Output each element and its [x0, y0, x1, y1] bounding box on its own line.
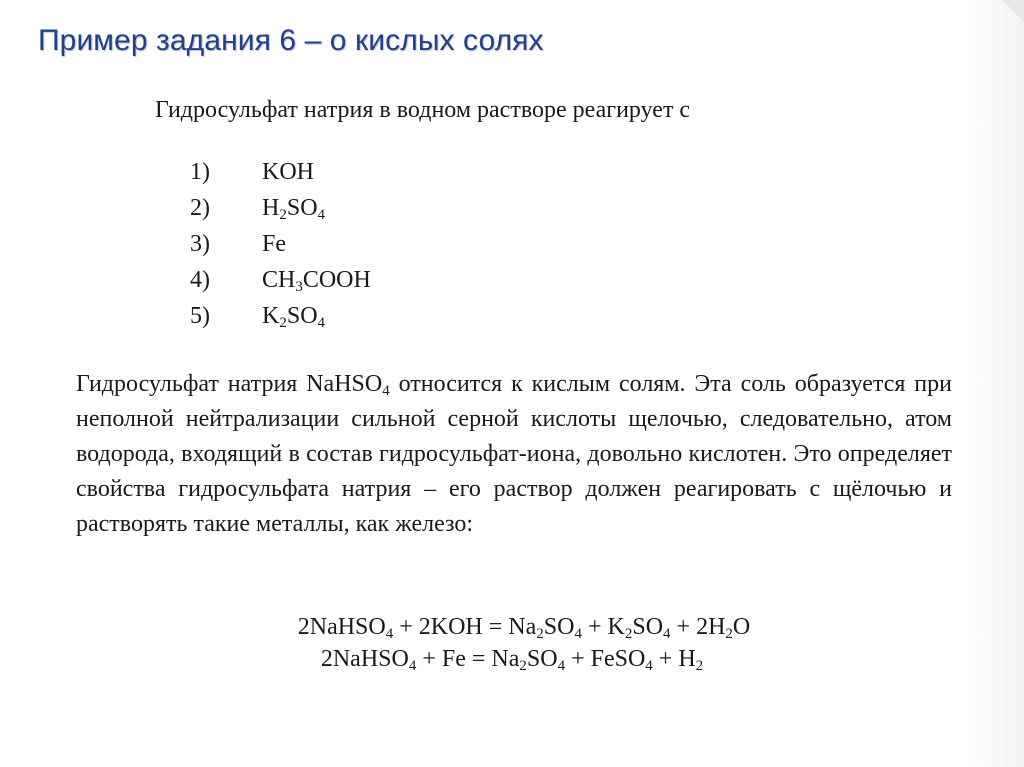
formula-text: SO — [543, 614, 575, 640]
formula-text: Гидросульфат натрия NaHSO — [76, 371, 383, 397]
formula-text: + Fe = Na — [416, 646, 520, 672]
formula-text: K — [262, 303, 280, 329]
subscript: 4 — [385, 626, 394, 642]
option-formula — [262, 154, 314, 190]
option-3 — [190, 226, 371, 262]
question-text: Гидросульфат натрия в водном растворе реагирует с — [155, 97, 691, 123]
formula-text: + 2KOH = Na — [393, 614, 537, 640]
subscript: 2 — [536, 626, 544, 642]
formula-text: Fe — [262, 231, 286, 257]
option-formula — [262, 226, 286, 262]
option-1 — [190, 154, 371, 190]
subscript: 4 — [382, 383, 390, 399]
formula-text: SO — [286, 303, 318, 329]
subscript: 2 — [279, 207, 287, 223]
formula-text: KOH — [262, 159, 314, 185]
subscript: 4 — [574, 626, 582, 642]
equation-koh — [24, 611, 1024, 643]
option-formula — [262, 262, 371, 298]
formula-text: относится к кислым солям. Эта соль образуется при неполной нейтрализации сильной серной кислоты щелочью, следовательно, атом водорода, входящий в состав гидросульфат-иона, довольно кислотен. Это определяет свойства гидросульфата натрия – его раствор должен реагировать с щёлочью и растворять такие металлы, как железо: — [76, 371, 952, 537]
option-formula — [262, 298, 325, 334]
formula-text: + 2H — [670, 614, 726, 640]
option-number: 2) — [190, 195, 210, 221]
explanation-paragraph — [76, 367, 952, 542]
subscript: 4 — [317, 207, 326, 223]
formula-text: SO — [526, 646, 558, 672]
subscript: 3 — [295, 279, 303, 295]
formula-text: H — [262, 195, 280, 221]
subscript: 4 — [408, 658, 417, 674]
option-4 — [190, 262, 371, 298]
option-2 — [190, 190, 371, 226]
subscript: 2 — [695, 658, 704, 674]
formula-text: SO — [286, 195, 318, 221]
formula-text: O — [732, 614, 751, 640]
formula-text: + FeSO — [565, 646, 646, 672]
answer-options — [190, 154, 371, 334]
subscript: 2 — [279, 315, 287, 331]
option-number: 4) — [190, 267, 210, 293]
subscript: 2 — [624, 626, 633, 642]
formula-text: CH — [262, 267, 296, 293]
subscript: 4 — [317, 315, 326, 331]
option-number: 3) — [190, 231, 210, 257]
subscript: 2 — [519, 658, 527, 674]
page-corner — [1002, 0, 1024, 22]
subscript: 2 — [725, 626, 733, 642]
formula-text: 2NaHSO — [297, 614, 386, 640]
option-formula — [262, 190, 325, 226]
option-number: 1) — [190, 159, 210, 185]
subscript: 4 — [645, 658, 653, 674]
subscript: 4 — [663, 626, 671, 642]
equation-fe — [0, 643, 1024, 675]
subscript: 4 — [557, 658, 566, 674]
slide-title: Пример задания 6 – о кислых солях — [38, 24, 544, 57]
reaction-equations — [0, 611, 1024, 675]
formula-text: 2NaHSO — [320, 646, 409, 672]
option-number: 5) — [190, 303, 210, 329]
formula-text: + H — [652, 646, 696, 672]
formula-text: COOH — [302, 267, 371, 293]
formula-text: + K — [581, 614, 625, 640]
option-5 — [190, 298, 371, 334]
explanation-text — [76, 367, 952, 542]
formula-text: SO — [632, 614, 664, 640]
